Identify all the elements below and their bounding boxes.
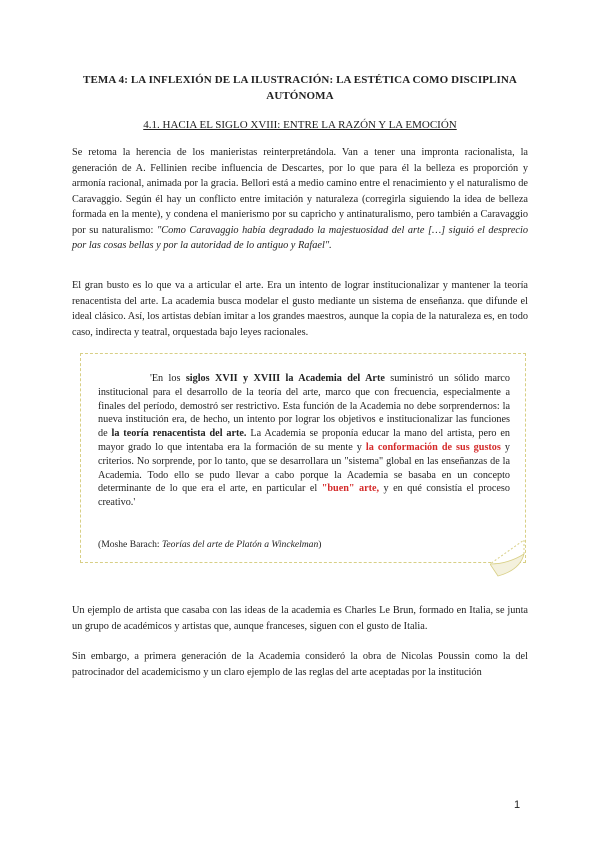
- paragraph-1-text: Se retoma la herencia de los manieristas reinterpretándola. Van a tener una impronta racionalista, la generación de A. Fellinien recibe influencia de Descartes, por lo que para él la belleza es proporción y armonía racional, animada por la gracia. Bellori está a medio camino entre el renacimiento y el naturalismo de Caravaggio. Según él hay un conflicto entre imitación y naturaleza (corregirla siguiendo la idea de belleza formada en la mente), y condena el manierismo por su capricho y antinaturalismo, pero también a Caravaggio por su naturalismo:: [72, 147, 528, 236]
- quote-text-1: 'En los: [150, 373, 186, 384]
- caravaggio-citation: "Como Caravaggio había degradado la majestuosidad del arte […] siguió el desprecio por las cosas bellas y por la autoridad de lo antiguo y Rafael".: [72, 224, 528, 251]
- quote-bold-1: siglos XVII y XVIII la Academia del Arte: [185, 373, 385, 384]
- quote-source: [98, 538, 321, 551]
- quote-text-5: y en qué consistía el proceso creativo.': [98, 483, 510, 509]
- source-close: ): [318, 539, 322, 550]
- paragraph-2: El gran busto es lo que va a articular el arte. Era un intento de lograr institucionalizar y mantener la teoría renacentista del arte. La academia busca modelar el gusto mediante un sistema de enseñanza. que difunde el ideal clásico. Así, los artistas debían imitar a los grandes maestros, aunque la copia de la naturaleza es, en todo caso, indirecta y teatral, orquestada bajo leyes racionales.: [72, 280, 528, 338]
- paragraph-4: Sin embargo, a primera generación de la Academia consideró la obra de Nicolas Poussin como la del patrocinador del academicismo y un claro ejemplo de las reglas del arte aceptadas por la institución: [72, 651, 528, 678]
- page-curl-decoration: [490, 540, 536, 578]
- block-quote: [98, 372, 510, 510]
- quote-highlight-1: la conformación de sus gustos: [365, 441, 501, 453]
- page-number: 1: [514, 799, 521, 811]
- source-work: Teorías del arte de Platón a Winckelman: [161, 539, 319, 550]
- quote-text-3: La Academia se proponía educar la mano del artista, pero en mayor grado lo que intentaba era la formación de su mente y: [98, 428, 511, 453]
- quote-text-4: y criterios. No sorprende, por lo tanto, que se desarrollara un "sistema" global en las enseñanzas de la Academia. Todo ello se pudo llevar a cabo porque la Academia se basaba en un concepto determinante de lo que era el arte, en particular el: [98, 441, 510, 495]
- quote-text-2: suministró un sólido marco institucional para el desarrollo de la teoría del arte, marco que con frecuencia, especialmente a finales del período, demostró ser restrictivo. Esta función de la Academia no debe sorprendernos: la nueva institución era, de hecho, un intento por lograr los objetivos e institucionalizar las funciones de: [98, 373, 510, 440]
- section-heading: 4.1. HACIA EL SIGLO XVIII: ENTRE LA RAZÓN Y LA EMOCIÓN: [143, 119, 457, 131]
- paragraph-1: [72, 145, 528, 254]
- page-title: TEMA 4: LA INFLEXIÓN DE LA ILUSTRACIÓN: LA ESTÉTICA COMO DISCIPLINA AUTÓNOMA: [83, 74, 517, 102]
- paragraph-3: Un ejemplo de artista que casaba con las ideas de la academia es Charles Le Brun, formado en Italia, se junta un grupo de académicos y artistas que, aunque franceses, siguen con el gusto de Italia.: [72, 605, 528, 632]
- quote-bold-2: la teoría renacentista del arte.: [111, 428, 247, 440]
- quote-highlight-2: "buen" arte,: [321, 483, 380, 495]
- source-author: (Moshe Barach:: [98, 539, 162, 550]
